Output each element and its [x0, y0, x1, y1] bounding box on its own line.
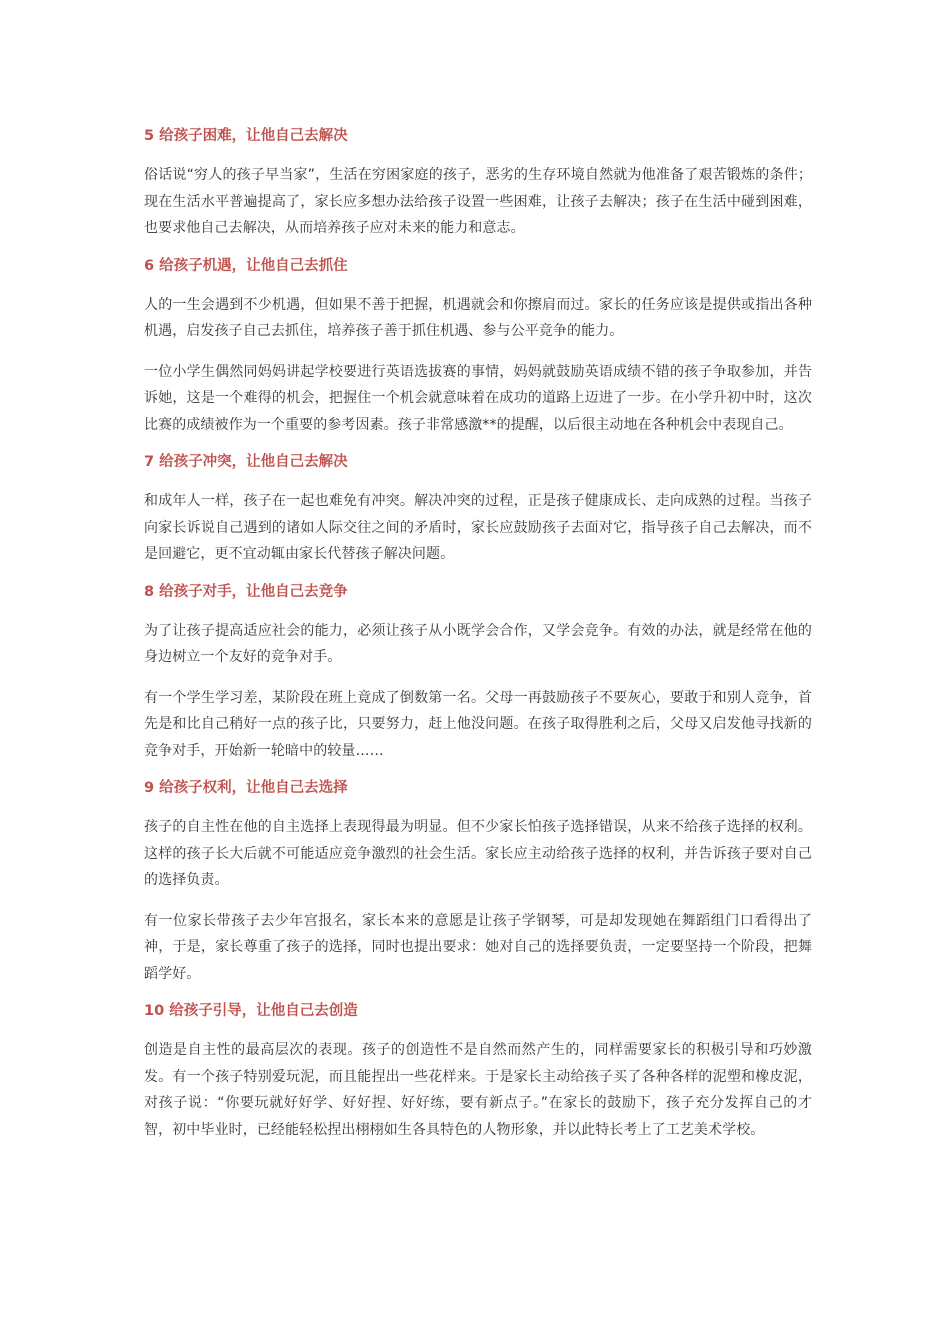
section-heading-10: 10 给孩子引导，让他自己去创造 — [144, 1003, 358, 1019]
paragraph: 一位小学生偶然同妈妈讲起学校要进行英语选拔赛的事情，妈妈就鼓励英语成绩不错的孩子争取参加，并告诉她，这是一个难得的机会，把握住一个机会就意味着在成功的道路上迈进了一步。在小学升初中时，这次比赛的成绩被作为一个重要的参考因素。孩子非常感激**的提醒，以后很主动地在各种机会中表现自己。 — [144, 363, 812, 433]
paragraph: 人的一生会遇到不少机遇，但如果不善于把握，机遇就会和你擦肩而过。家长的任务应该是提供或指出各种机遇，启发孩子自己去抓住，培养孩子善于抓住机遇、参与公平竞争的能力。 — [144, 296, 812, 339]
paragraph: 有一位家长带孩子去少年宫报名，家长本来的意愿是让孩子学钢琴，可是却发现她在舞蹈组门口看得出了神，于是，家长尊重了孩子的选择，同时也提出要求：她对自己的选择要负责，一定要坚持一个阶段，把舞蹈学好。 — [144, 912, 812, 982]
section-heading-5: 5 给孩子困难，让他自己去解决 — [144, 128, 348, 144]
paragraph: 孩子的自主性在他的自主选择上表现得最为明显。但不少家长怕孩子选择错误，从来不给孩子选择的权利。这样的孩子长大后就不可能适应竞争激烈的社会生活。家长应主动给孩子选择的权利，并告诉孩子要对自己的选择负责。 — [144, 819, 812, 888]
paragraph: 俗话说“穷人的孩子早当家”，生活在穷困家庭的孩子，恶劣的生存环境自然就为他准备了艰苦锻炼的条件；现在生活水平普遍提高了，家长应多想办法给孩子设置一些困难，让孩子去解决；孩子在生活中碰到困难，也要求他自己去解决，从而培养孩子应对未来的能力和意志。 — [144, 167, 812, 236]
paragraph: 和成年人一样，孩子在一起也难免有冲突。解决冲突的过程，正是孩子健康成长、走向成熟的过程。当孩子向家长诉说自己遇到的诸如人际交往之间的矛盾时，家长应鼓励孩子去面对它，指导孩子自己去解决，而不是回避它，更不宜动辄由家长代替孩子解决问题。 — [144, 493, 812, 562]
section-heading-6: 6 给孩子机遇，让他自己去抓住 — [144, 257, 348, 274]
article-body — [144, 124, 812, 1143]
paragraph: 创造是自主性的最高层次的表现。孩子的创造性不是自然而然产生的，同样需要家长的积极引导和巧妙激发。有一个孩子特别爱玩泥，而且能捏出一些花样来。于是家长主动给孩子买了各种各样的泥塑和橡皮泥，对孩子说：“你要玩就好好学、好好捏、好好练，要有新点子。”在家长的鼓励下，孩子充分发挥自己的才智，初中毕业时，已经能轻松捏出栩栩如生各具特色的人物形象，并以此特长考上了工艺美术学校。 — [144, 1042, 812, 1138]
section-heading-9: 9 给孩子权利，让他自己去选择 — [144, 780, 348, 796]
section-heading-7: 7 给孩子冲突，让他自己去解决 — [144, 454, 348, 470]
paragraph: 有一个学生学习差，某阶段在班上竟成了倒数第一名。父母一再鼓励孩子不要灰心，要敢于和别人竞争，首先是和比自己稍好一点的孩子比，只要努力，赶上他没问题。在孩子取得胜利之后，父母又启发他寻找新的竞争对手，开始新一轮暗中的较量…… — [144, 689, 812, 759]
section-heading-8: 8 给孩子对手，让他自己去竞争 — [144, 583, 348, 600]
paragraph: 为了让孩子提高适应社会的能力，必须让孩子从小既学会合作，又学会竞争。有效的办法，就是经常在他的身边树立一个友好的竞争对手。 — [144, 622, 812, 665]
